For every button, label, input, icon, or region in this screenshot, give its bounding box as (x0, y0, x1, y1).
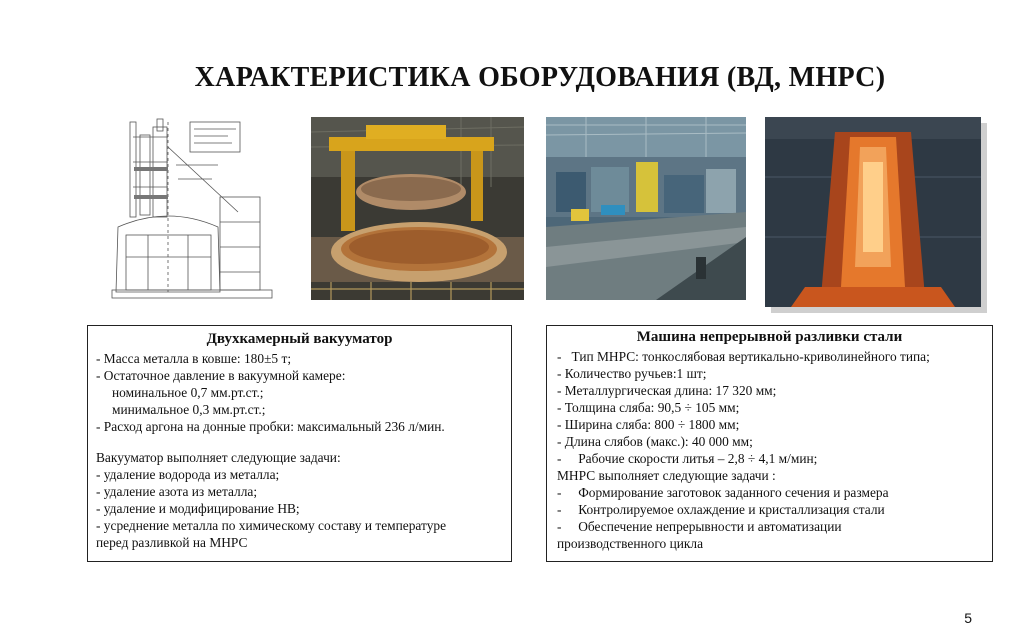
ccm-spec-line: - Количество ручьев:1 шт; (557, 366, 707, 381)
vacuum-degasser-drawing-image (108, 117, 280, 302)
ladle-photo-image (311, 117, 524, 300)
vacuum-spec-line: - Остаточное давление в вакуумной камере: (96, 368, 346, 383)
vacuum-spec-line: номинальное 0,7 мм.рт.ст.; (112, 385, 264, 400)
vacuum-task-line: перед разливкой на МНРС (96, 535, 248, 550)
page-number: 5 (964, 610, 972, 626)
ccm-spec-line: - Тип МНРС: тонкослябовая вертикально-криволинейного типа; (557, 349, 930, 364)
vacuum-spec-line: минимальное 0,3 мм.рт.ст.; (112, 402, 266, 417)
vacuum-task-line: - удаление и модифицирование НВ; (96, 501, 300, 516)
ccm-task-line: производственного цикла (557, 536, 704, 551)
ccm-spec-line: - Толщина сляба: 90,5 ÷ 105 мм; (557, 400, 740, 415)
ccm-spec-line: - Ширина сляба: 800 ÷ 1800 мм; (557, 417, 740, 432)
vacuum-degasser-specs-box (87, 325, 512, 562)
ccm-spec-line: - Металлургическая длина: 17 320 мм; (557, 383, 777, 398)
continuous-caster-specs-box (546, 325, 993, 562)
ccm-task-line: - Формирование заготовок заданного сечения и размера (557, 485, 889, 500)
vacuum-task-line: - удаление азота из металла; (96, 484, 258, 499)
slide-title: ХАРАКТЕРИСТИКА ОБОРУДОВАНИЯ (ВД, МНРС) (194, 62, 886, 93)
plant-overview-photo-image (546, 117, 746, 300)
vacuum-task-line: - усреднение металла по химическому составу и температуре (96, 518, 447, 533)
ccm-spec-line: - Рабочие скорости литья – 2,8 ÷ 4,1 м/мин; (557, 451, 818, 466)
vacuum-task-line: - удаление водорода из металла; (96, 467, 280, 482)
ccm-task-line: - Обеспечение непрерывности и автоматизации (557, 519, 842, 534)
ccm-task-line: - Контролируемое охлаждение и кристаллизация стали (557, 502, 885, 517)
continuous-caster-heading: Машина непрерывной разливки стали (636, 329, 903, 345)
vacuum-spec-line: - Масса металла в ковше: 180±5 т; (96, 351, 292, 366)
vacuum-degasser-heading: Двухкамерный вакууматор (206, 331, 393, 347)
caster-mold-photo-image (765, 117, 981, 307)
vacuum-tasks-intro: Вакууматор выполняет следующие задачи: (96, 450, 341, 465)
ccm-spec-line: - Длина слябов (макс.): 40 000 мм; (557, 434, 753, 449)
ccm-tasks-intro: МНРС выполняет следующие задачи : (557, 468, 776, 483)
vacuum-spec-line: - Расход аргона на донные пробки: максимальный 236 л/мин. (96, 419, 445, 434)
